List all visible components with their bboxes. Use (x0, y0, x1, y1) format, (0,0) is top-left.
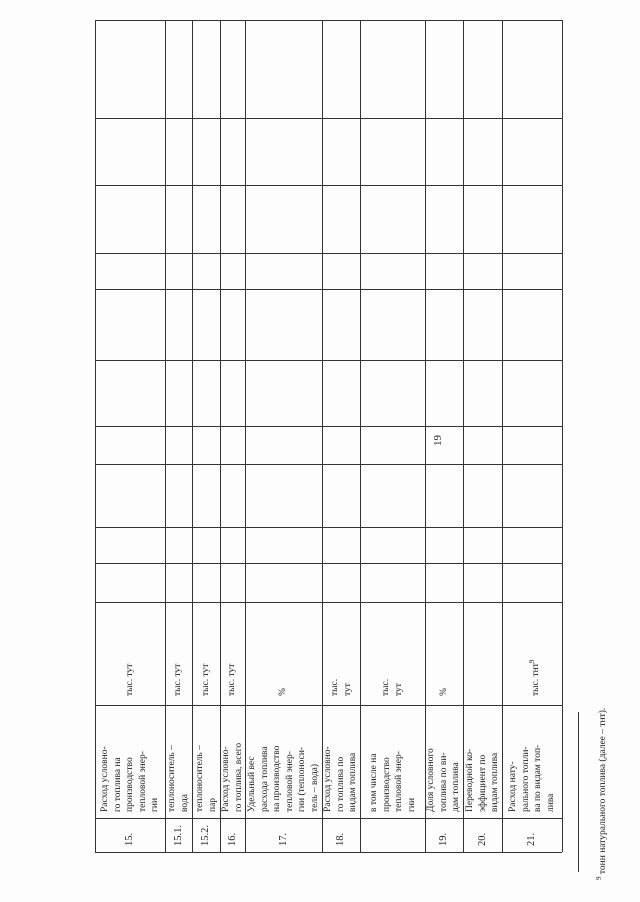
row-indicator-name: Расход условно- го топлива на производство тепловой энер- гии (100, 746, 160, 812)
row-unit-text: % (438, 688, 449, 696)
row-unit (277, 688, 290, 696)
row-unit-footnote-marker: 9 (527, 659, 536, 664)
row-unit (124, 664, 137, 696)
row-indicator-name: в том числе на производство тепловой энер- гии (368, 751, 417, 812)
row-number: 15.1. (172, 825, 184, 846)
value-column-border (95, 527, 562, 528)
value-column-border (95, 426, 562, 427)
value-column-border (95, 563, 562, 564)
value-column-border (95, 253, 562, 254)
row-indicator-name: Расход нату- рального топли- ва по видам топ- лива (508, 744, 556, 812)
row-unit-text: тыс. тут (227, 663, 238, 696)
row-number: 17. (277, 832, 289, 846)
row-indicator-name: Переводной ко- эффициент по видам топлива (464, 748, 500, 812)
page-number: 19 (432, 435, 444, 446)
value-column-border (95, 360, 562, 361)
row-unit-text: тыс. тут (381, 678, 404, 696)
row-border (220, 20, 221, 852)
row-border (165, 20, 166, 852)
row-number: 20. (476, 832, 488, 846)
row-unit-text: % (278, 688, 289, 696)
row-unit (526, 660, 543, 696)
value-column-border (95, 20, 562, 21)
row-number: 16. (226, 832, 238, 846)
row-indicator-name: теплоноситель – пар (194, 745, 218, 812)
row-border (322, 20, 323, 852)
row-unit-text: тыс. тут (124, 663, 135, 696)
row-border (192, 20, 193, 852)
row-unit (380, 679, 405, 696)
row-unit-text: тыс. тут (329, 678, 353, 696)
table-bottom-border (95, 852, 562, 853)
row-indicator-name: Доля условного топлива по ви- дам топлива (426, 748, 462, 812)
row-border (562, 20, 563, 852)
value-column-border (95, 464, 562, 465)
footnote-text: тонн натурального топлива (далее – тнт). (598, 707, 609, 875)
row-unit-text: тыс. тнт (530, 663, 541, 696)
footnote (595, 708, 608, 880)
row-indicator-name: Удельный вес расхода топлива на производство тепловой энер- гии (теплоноси- тель – вода) (247, 745, 320, 812)
row-unit (438, 688, 451, 696)
row-unit (329, 679, 354, 696)
row-indicator-name: Расход условно- го топлива, всего (221, 742, 244, 812)
footnote-separator (578, 712, 579, 872)
row-unit-text: тыс. тут (173, 663, 184, 696)
row-unit (200, 664, 213, 696)
row-number: 18. (335, 832, 346, 846)
row-number: 15. (124, 832, 135, 846)
row-border (245, 20, 246, 852)
row-indicator-name: теплоноситель – вода (167, 745, 190, 812)
value-column-border (95, 118, 562, 119)
row-number: 21. (526, 832, 537, 846)
value-column-border (95, 602, 562, 603)
value-column-border (95, 185, 562, 186)
column-border (95, 705, 562, 706)
row-border (463, 20, 464, 852)
row-border (425, 20, 426, 852)
row-border (95, 20, 96, 852)
row-unit (226, 664, 239, 696)
value-column-border (95, 289, 562, 290)
footnote-marker: 9 (595, 876, 603, 880)
row-number: 15.2. (200, 825, 211, 846)
row-border (360, 20, 361, 852)
row-number: 19. (438, 832, 449, 846)
number-column-border (95, 818, 562, 819)
row-unit (172, 664, 185, 696)
row-indicator-name: Расход условно- го топлива по видам топлива (323, 746, 359, 812)
row-border (502, 20, 503, 852)
row-unit-text: тыс. тут (200, 663, 211, 696)
